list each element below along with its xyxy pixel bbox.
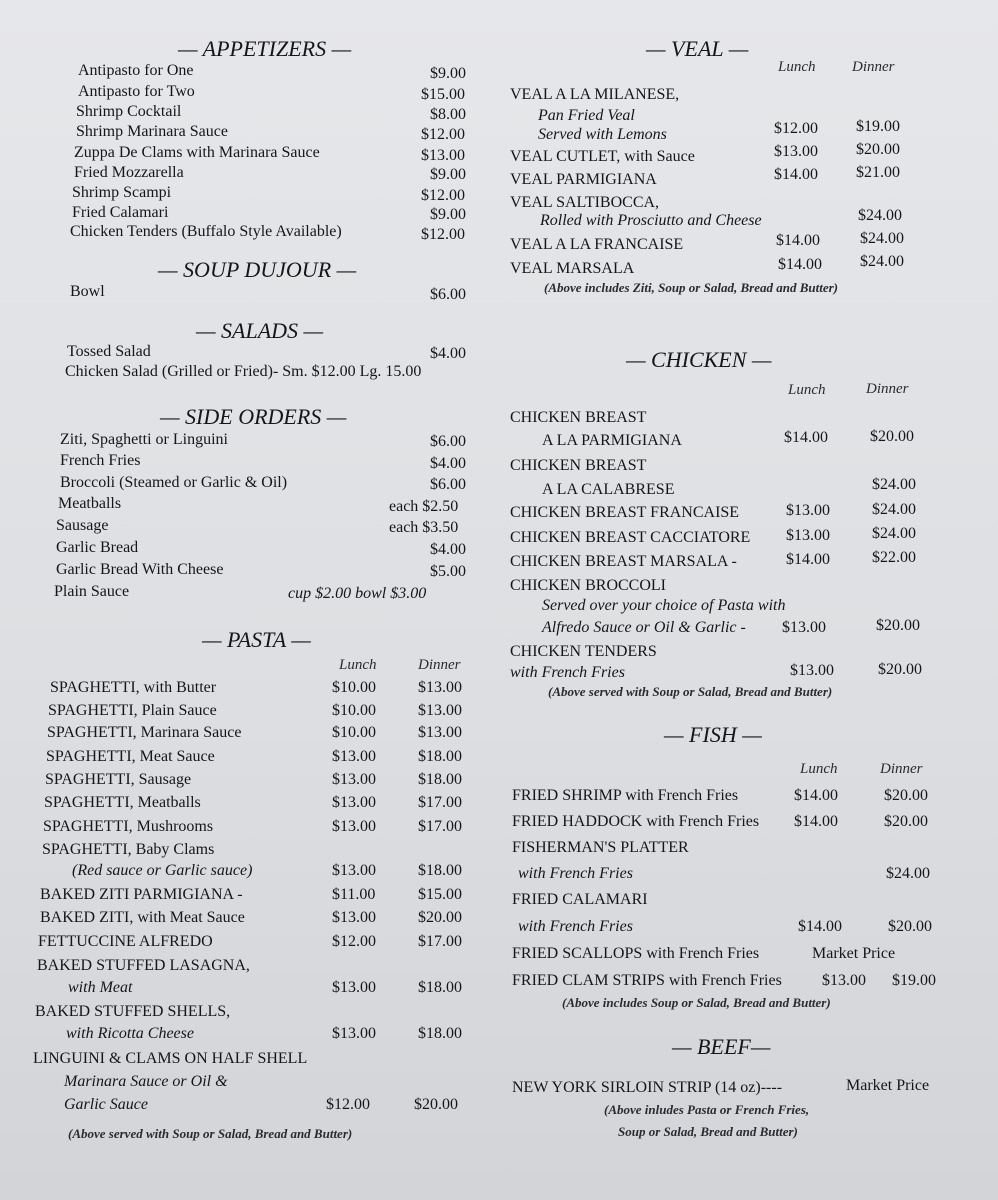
menu-item-name: with Ricotta Cheese	[66, 1025, 194, 1042]
menu-item-dinner-price: $18.00	[418, 862, 462, 879]
menu-item-name: Plain Sauce	[54, 583, 130, 600]
menu-item-lunch-price: $14.00	[794, 787, 838, 804]
dinner-column-label: Dinner	[852, 59, 895, 75]
menu-item-name: Fried Mozzarella	[74, 164, 184, 181]
menu-item-lunch-price: $13.00	[332, 794, 376, 811]
menu-item-name: Garlic Bread With Cheese	[56, 561, 224, 578]
menu-item-lunch-price: $13.00	[786, 502, 830, 519]
menu-item-dinner-price: $13.00	[418, 702, 462, 719]
menu-item-price: $4.00	[430, 541, 466, 558]
menu-item-name: Fried Calamari	[72, 204, 169, 221]
menu-item-dinner-price: $20.00	[884, 787, 928, 804]
menu-item-dinner-price: $19.00	[856, 118, 900, 135]
menu-item-lunch-price: $14.00	[798, 918, 842, 935]
menu-item-name: French Fries	[60, 452, 141, 469]
menu-item-name: BAKED ZITI, with Meat Sauce	[40, 909, 245, 926]
menu-item-price: $15.00	[421, 86, 465, 103]
menu-item-lunch-price: $12.00	[326, 1096, 370, 1113]
menu-item-price: $4.00	[430, 455, 466, 472]
beef-note-line2: Soup or Salad, Bread and Butter)	[618, 1124, 798, 1139]
menu-item-price: $4.00	[430, 345, 466, 362]
chicken-note: (Above served with Soup or Salad, Bread and Butter)	[548, 684, 833, 699]
menu-item-name: CHICKEN TENDERS	[510, 643, 657, 660]
menu-item-dinner-price: $20.00	[418, 909, 462, 926]
menu-item-lunch-price: $12.00	[774, 120, 818, 137]
veal-note: (Above includes Ziti, Soup or Salad, Bread and Butter)	[544, 280, 838, 295]
menu-item-dinner-price: $13.00	[418, 679, 462, 696]
menu-item-lunch-price: $11.00	[332, 886, 376, 903]
menu-item-name: SPAGHETTI, Plain Sauce	[48, 702, 217, 719]
menu-item-name: VEAL MARSALA	[510, 260, 635, 277]
menu-item-name: VEAL CUTLET, with Sauce	[510, 148, 695, 165]
menu-item-name: with French Fries	[510, 664, 625, 681]
menu-item-dinner-price: $18.00	[418, 748, 462, 765]
menu-item-name: Chicken Tenders (Buffalo Style Available)	[70, 223, 342, 240]
menu-item-dinner-price: $20.00	[878, 661, 922, 678]
menu-item-dinner-price: $24.00	[860, 230, 904, 247]
menu-item-name: Served with Lemons	[538, 126, 667, 143]
menu-item-name: SPAGHETTI, Mushrooms	[43, 818, 214, 835]
menu-item-name: VEAL SALTIBOCCA,	[510, 194, 660, 211]
menu-item-price: $13.00	[421, 147, 465, 164]
menu-item-name: NEW YORK SIRLOIN STRIP (14 oz)----	[512, 1079, 783, 1096]
menu-item-dinner-price: $22.00	[872, 549, 916, 566]
chicken-heading: — CHICKEN —	[626, 347, 772, 372]
menu-item-dinner-price: $24.00	[860, 253, 904, 270]
menu-item-lunch-price: $13.00	[822, 972, 866, 989]
menu-item-name: CHICKEN BREAST MARSALA -	[510, 553, 737, 570]
menu-item-price: $6.00	[430, 476, 466, 493]
menu-item-name: SPAGHETTI, Baby Clams	[42, 841, 215, 858]
pasta-note: (Above served with Soup or Salad, Bread and Butter)	[68, 1126, 353, 1141]
menu-item-name: FISHERMAN'S PLATTER	[512, 839, 689, 856]
menu-item-dinner-price: $17.00	[418, 933, 462, 950]
menu-item-price: $9.00	[430, 65, 466, 82]
menu-item-dinner-price: $13.00	[418, 724, 462, 741]
menu-item-name: BAKED ZITI PARMIGIANA -	[40, 886, 243, 903]
menu-item-lunch-price: $13.00	[332, 909, 376, 926]
menu-item-lunch-price: $10.00	[332, 679, 376, 696]
beef-heading: — BEEF—	[672, 1034, 771, 1059]
menu-item-dinner-price: $24.00	[872, 501, 916, 518]
menu-item-lunch-price: $10.00	[332, 702, 376, 719]
lunch-column-label: Lunch	[800, 761, 838, 777]
menu-item-name: BAKED STUFFED LASAGNA,	[37, 957, 250, 974]
menu-item-price: $12.00	[421, 187, 465, 204]
menu-item-name: CHICKEN BREAST FRANCAISE	[510, 504, 740, 521]
menu-item-name: Tossed Salad	[67, 343, 151, 360]
fish-heading: — FISH —	[664, 722, 762, 747]
lunch-column-label: Lunch	[788, 382, 826, 398]
menu-item-price: $6.00	[430, 286, 466, 303]
menu-item-dinner-price: $24.00	[872, 525, 916, 542]
salads-heading: — SALADS —	[196, 318, 324, 343]
soup-heading: — SOUP DUJOUR —	[158, 257, 357, 282]
menu-item-name: CHICKEN BREAST CACCIATORE	[510, 529, 751, 546]
menu-item-lunch-price: $14.00	[776, 232, 820, 249]
menu-item-name: Served over your choice of Pasta with	[542, 597, 786, 614]
menu-item-lunch-price: $13.00	[332, 979, 376, 996]
menu-item-name: VEAL A LA FRANCAISE	[510, 236, 684, 253]
menu-item-dinner-price: $20.00	[888, 918, 932, 935]
menu-item-name: VEAL PARMIGIANA	[510, 171, 657, 188]
menu-item-name: with French Fries	[518, 865, 633, 882]
menu-item-name: Sausage	[56, 517, 109, 534]
menu-item-name: FRIED CALAMARI	[512, 891, 648, 908]
beef-note-line1: (Above inludes Pasta or French Fries,	[604, 1102, 810, 1117]
menu-item-name: SPAGHETTI, Meat Sauce	[46, 748, 215, 765]
menu-item-name: CHICKEN BROCCOLI	[510, 577, 667, 594]
menu-item-name: SPAGHETTI, with Butter	[50, 679, 217, 696]
menu-item-name: Broccoli (Steamed or Garlic & Oil)	[60, 474, 288, 491]
menu-item-name: SPAGHETTI, Meatballs	[44, 794, 201, 811]
menu-item-name: VEAL A LA MILANESE,	[510, 86, 680, 103]
menu-item-price: $12.00	[421, 226, 465, 243]
menu-item-lunch-price: $13.00	[774, 143, 818, 160]
lunch-column-label: Lunch	[339, 657, 377, 673]
menu-item-name: with Meat	[68, 979, 133, 996]
menu-item-name: BAKED STUFFED SHELLS,	[35, 1003, 231, 1020]
menu-item-lunch-price: $13.00	[332, 818, 376, 835]
menu-item-name: with French Fries	[518, 918, 633, 935]
menu-item-name: SPAGHETTI, Marinara Sauce	[47, 724, 242, 741]
veal-heading: — VEAL —	[646, 36, 749, 61]
menu-item-name: Shrimp Scampi	[72, 184, 172, 201]
menu-item-lunch-price: $14.00	[778, 256, 822, 273]
menu-item-name: LINGUINI & CLAMS ON HALF SHELL	[33, 1050, 308, 1067]
menu-item-price: $12.00	[421, 126, 465, 143]
menu-item-price: $9.00	[430, 206, 466, 223]
menu-item-lunch-price: $12.00	[332, 933, 376, 950]
menu-item-lunch-price: $13.00	[332, 1025, 376, 1042]
menu-item-name: Alfredo Sauce or Oil & Garlic -	[542, 619, 746, 636]
menu-item-name: Antipasto for One	[78, 62, 194, 79]
menu-item-dinner-price: $18.00	[418, 979, 462, 996]
menu-item-lunch-price: $14.00	[774, 166, 818, 183]
menu-item-dinner-price: $20.00	[876, 617, 920, 634]
menu-item-name: A LA CALABRESE	[542, 481, 675, 498]
menu-item-lunch-price: $13.00	[332, 771, 376, 788]
menu-item-name: CHICKEN BREAST	[510, 457, 647, 474]
menu-item-price: $9.00	[430, 166, 466, 183]
sides-heading: — SIDE ORDERS —	[160, 404, 347, 429]
dinner-column-label: Dinner	[866, 381, 909, 397]
menu-item-name: Zuppa De Clams with Marinara Sauce	[74, 144, 320, 161]
menu-item-name: Antipasto for Two	[78, 83, 195, 100]
menu-item-name: FETTUCCINE ALFREDO	[38, 933, 213, 950]
fish-note: (Above includes Soup or Salad, Bread and Butter)	[562, 995, 831, 1010]
menu-item-name: Garlic Sauce	[64, 1096, 148, 1113]
menu-item-dinner-price: $20.00	[856, 141, 900, 158]
dinner-column-label: Dinner	[418, 657, 461, 673]
menu-item-lunch-price: $13.00	[332, 862, 376, 879]
menu-item-name: (Red sauce or Garlic sauce)	[72, 862, 253, 879]
appetizers-heading: — APPETIZERS —	[178, 36, 352, 61]
menu-item-lunch-price: $10.00	[332, 724, 376, 741]
menu-item-name: Garlic Bread	[56, 539, 139, 556]
menu-item-price: cup $2.00 bowl $3.00	[288, 585, 427, 602]
lunch-column-label: Lunch	[778, 59, 816, 75]
menu-item-price: $6.00	[430, 433, 466, 450]
menu-item-dinner-price: $20.00	[884, 813, 928, 830]
menu-item-dinner-price: $24.00	[858, 207, 902, 224]
menu-item-name: Pan Fried Veal	[538, 107, 635, 124]
menu-item-dinner-price: $17.00	[418, 794, 462, 811]
menu-item-lunch-price: $13.00	[782, 619, 826, 636]
menu-item-dinner-price: $18.00	[418, 771, 462, 788]
menu-item-name: FRIED SHRIMP with French Fries	[512, 787, 739, 804]
menu-item-price: each $2.50	[389, 498, 459, 515]
menu-item-dinner-price: $17.00	[418, 818, 462, 835]
menu-item-name: CHICKEN BREAST	[510, 409, 647, 426]
menu-item-dinner-price: $24.00	[872, 476, 916, 493]
menu-item-dinner-price: $20.00	[870, 428, 914, 445]
menu-item-name: Bowl	[70, 283, 105, 300]
menu-item-dinner-price: $19.00	[892, 972, 936, 989]
menu-item-name: Marinara Sauce or Oil &	[64, 1073, 228, 1090]
menu-item-name: FRIED HADDOCK with French Fries	[512, 813, 760, 830]
menu-item-lunch-price: $14.00	[784, 429, 828, 446]
menu-item-lunch-price: $13.00	[332, 748, 376, 765]
menu-item-lunch-price: $14.00	[794, 813, 838, 830]
menu-item-name: SPAGHETTI, Sausage	[45, 771, 192, 788]
menu-item-dinner-price: $20.00	[414, 1096, 458, 1113]
pasta-heading: — PASTA —	[202, 627, 311, 652]
menu-item-lunch-price: $13.00	[786, 527, 830, 544]
menu-item-lunch-price: $14.00	[786, 551, 830, 568]
dinner-column-label: Dinner	[880, 761, 923, 777]
menu-item-price: $5.00	[430, 563, 466, 580]
menu-item-name: FRIED SCALLOPS with French Fries	[512, 945, 760, 962]
menu-item-price: each $3.50	[389, 519, 459, 536]
menu-item-name: Shrimp Marinara Sauce	[76, 123, 228, 140]
menu-item-lunch-price: Market Price	[812, 945, 896, 962]
menu-item-name: Shrimp Cocktail	[76, 103, 182, 120]
menu-item-dinner-price: $21.00	[856, 164, 900, 181]
menu-item-dinner-price: $15.00	[418, 886, 462, 903]
menu-item-price: Market Price	[846, 1077, 930, 1094]
menu-item-price: $8.00	[430, 106, 466, 123]
menu-item-lunch-price: $13.00	[790, 662, 834, 679]
menu-item-name: Rolled with Prosciutto and Cheese	[540, 212, 762, 229]
menu-item-dinner-price: $18.00	[418, 1025, 462, 1042]
menu-item-name: Meatballs	[58, 495, 122, 512]
menu-item-dinner-price: $24.00	[886, 865, 930, 882]
menu-item-name: FRIED CLAM STRIPS with French Fries	[512, 972, 782, 989]
menu-item-name: A LA PARMIGIANA	[542, 432, 682, 449]
menu-item-name: Ziti, Spaghetti or Linguini	[60, 431, 228, 448]
menu-item-name: Chicken Salad (Grilled or Fried)- Sm. $12.00 Lg. 15.00	[65, 363, 422, 380]
